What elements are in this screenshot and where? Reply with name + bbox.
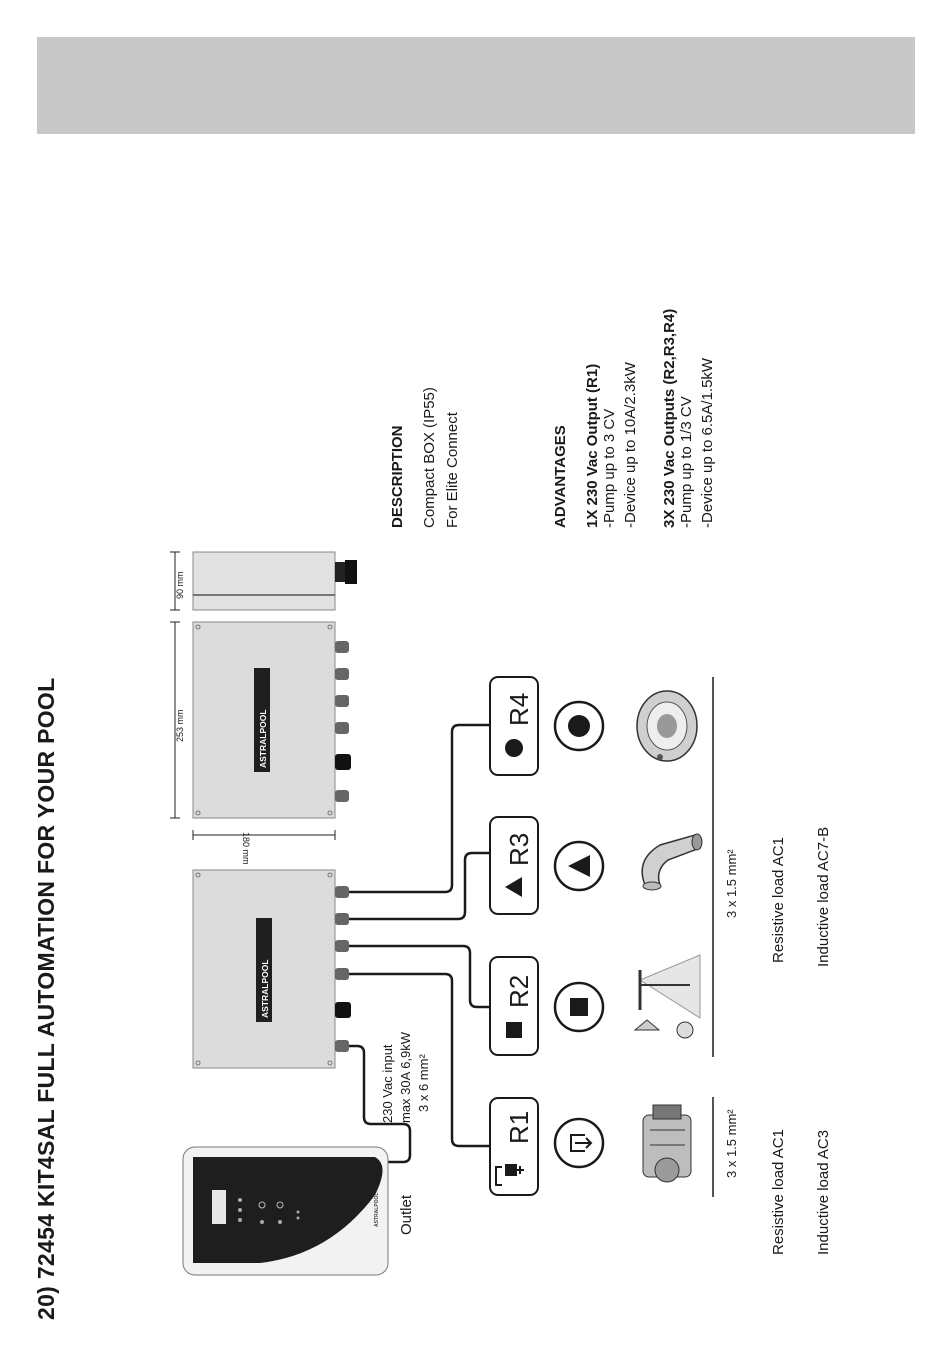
relay-r4-label: R4 (504, 692, 534, 726)
elite-connect-controller (183, 1147, 388, 1275)
advantages-heading: ADVANTAGES (552, 425, 569, 528)
r2-r4-cable-section: 3 x 1.5 mm² (724, 849, 739, 918)
box-side-view (193, 552, 357, 610)
brand-logo-top: ASTRALPOOL (258, 709, 268, 768)
pool-light-spot-icon (637, 691, 697, 761)
relay-r4 (490, 677, 538, 775)
heating-pipe-icon (642, 834, 702, 890)
export-icon (571, 1135, 591, 1151)
advantages-r234-line-2: -Device up to 6.5A/1.5kW (699, 357, 716, 528)
width-dimension-label: 180 mm (241, 832, 251, 865)
input-spec-line-2: max 30A 6,9kW (398, 1031, 413, 1123)
description-heading: DESCRIPTION (389, 425, 406, 528)
r2-r4-load-resistive: Resistive load AC1 (770, 837, 787, 963)
brand-logo-controller: ASTRALPOOL (374, 1192, 380, 1227)
relay-r3 (490, 817, 538, 914)
length-dimension-label: 253 mm (175, 709, 185, 742)
input-spec-line-3: 3 x 6 mm² (416, 1054, 431, 1112)
r1-load-inductive: Inductive load AC3 (815, 1129, 832, 1255)
page-title: 20) 72454 KIT4SAL FULL AUTOMATION FOR YOUR POOL (33, 677, 59, 1320)
description-line-2: For Elite Connect (444, 412, 461, 528)
advantages-r1-title: 1X 230 Vac Output (R1) (584, 363, 601, 528)
advantages-r1-line-1: -Pump up to 3 CV (601, 408, 618, 528)
relay-r3-label: R3 (504, 832, 534, 866)
square-icon (506, 1022, 522, 1038)
brand-logo-main: ASTRALPOOL (260, 959, 270, 1018)
pool-lighting-icon (635, 955, 700, 1038)
depth-dimension-label: 90 mm (175, 571, 185, 599)
r1-load-resistive: Resistive load AC1 (770, 1129, 787, 1255)
outlet-label: Outlet (398, 1194, 415, 1235)
r2-r4-load-inductive: Inductive load AC7-B (815, 826, 832, 967)
relay-r2-label: R2 (504, 974, 534, 1008)
advantages-r234-line-1: -Pump up to 1/3 CV (678, 396, 695, 528)
advantages-r1-line-2: -Device up to 10A/2.3kW (622, 362, 639, 528)
relay-r2 (490, 957, 538, 1055)
main-control-box (193, 870, 351, 1068)
circle-icon (505, 739, 523, 757)
input-spec-line-1: 230 Vac input (380, 1044, 395, 1123)
relay-r1-label: R1 (504, 1110, 534, 1144)
description-line-1: Compact BOX (IP55) (421, 387, 438, 528)
r1-cable-section: 3 x 1.5 mm² (724, 1109, 739, 1178)
relay-r1 (490, 1098, 538, 1195)
advantages-r234-title: 3X 230 Vac Outputs (R2,R3,R4) (661, 308, 678, 528)
filtration-pump-icon (643, 1105, 691, 1182)
box-top-view (193, 622, 351, 818)
